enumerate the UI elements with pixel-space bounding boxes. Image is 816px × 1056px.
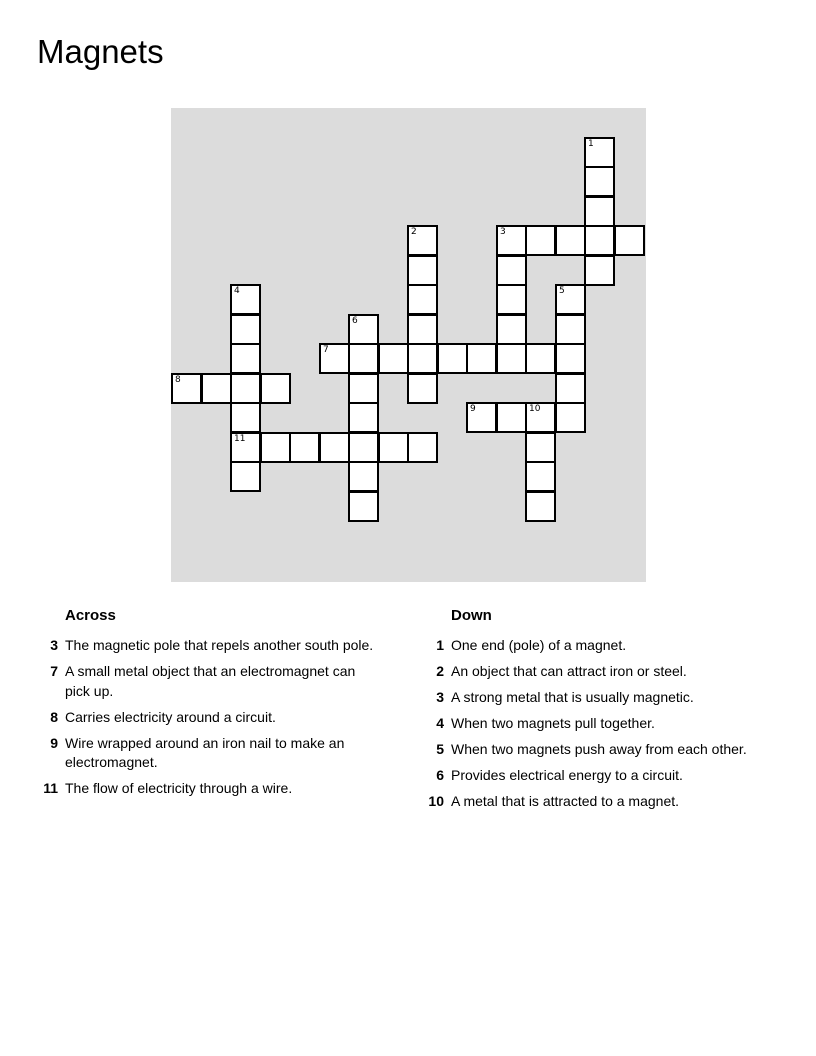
cell-number: 10 (529, 404, 541, 414)
down-heading: Down (451, 607, 492, 624)
grid-cell[interactable] (260, 373, 291, 404)
grid-cell[interactable] (525, 461, 556, 492)
cell-number: 4 (234, 286, 240, 296)
grid-cell[interactable] (407, 314, 438, 345)
clue-down-3 (426, 688, 786, 708)
grid-cell[interactable] (555, 373, 586, 404)
clue-number: 3 (436, 689, 444, 705)
grid-cell[interactable] (496, 284, 527, 315)
clue-number: 9 (50, 734, 58, 751)
crossword-grid (171, 108, 646, 582)
grid-cell[interactable] (348, 314, 379, 345)
cell-number: 1 (588, 139, 594, 149)
clue-text: When two magnets push away from each other. (451, 741, 747, 757)
grid-cell[interactable] (525, 432, 556, 463)
clue-text: A metal that is attracted to a magnet. (451, 793, 680, 809)
grid-cell[interactable] (496, 343, 527, 374)
clue-across-11 (40, 779, 400, 799)
grid-cell[interactable] (407, 225, 438, 256)
grid-cell[interactable] (407, 284, 438, 315)
clue-number: 3 (50, 637, 58, 653)
grid-cell[interactable] (230, 402, 261, 433)
clue-down-6 (426, 766, 786, 786)
grid-cell[interactable] (378, 432, 409, 463)
grid-cell[interactable] (230, 284, 261, 315)
grid-cell[interactable] (525, 343, 556, 374)
clue-number: 11 (43, 780, 58, 796)
grid-cell[interactable] (555, 343, 586, 374)
cell-number: 8 (175, 375, 181, 385)
grid-cell[interactable] (555, 284, 586, 315)
grid-cell[interactable] (466, 343, 497, 374)
clue-number: 8 (50, 708, 58, 725)
clue-text: Carries electricity around a circuit. (65, 708, 276, 725)
clue-down-2 (426, 662, 786, 682)
grid-cell[interactable] (496, 314, 527, 345)
grid-cell[interactable] (230, 432, 261, 463)
clue-across-7 (40, 662, 400, 701)
grid-cell[interactable] (260, 432, 291, 463)
grid-cell[interactable] (348, 373, 379, 404)
grid-cell[interactable] (230, 314, 261, 345)
clue-down-10 (426, 792, 786, 812)
clue-across-8 (40, 708, 400, 728)
clue-text: Wire wrapped around an iron nail to make an electromagnet. (65, 734, 345, 770)
clue-number: 5 (436, 741, 444, 757)
grid-cell[interactable] (201, 373, 232, 404)
clue-across-3 (40, 636, 400, 656)
grid-cell[interactable] (555, 225, 586, 256)
cell-number: 2 (411, 227, 417, 237)
grid-cell[interactable] (525, 402, 556, 433)
grid-cell[interactable] (407, 432, 438, 463)
grid-cell[interactable] (407, 373, 438, 404)
cell-number: 6 (352, 316, 358, 326)
grid-cell[interactable] (378, 343, 409, 374)
grid-cell[interactable] (230, 461, 261, 492)
cell-number: 11 (234, 434, 246, 444)
clue-text: A strong metal that is usually magnetic. (451, 689, 694, 705)
clue-text: The flow of electricity through a wire. (65, 780, 293, 796)
grid-cell[interactable] (348, 491, 379, 522)
grid-cell[interactable] (437, 343, 468, 374)
cell-number: 9 (470, 404, 476, 414)
grid-cell[interactable] (466, 402, 497, 433)
clue-number: 10 (428, 793, 444, 809)
clue-text: Provides electrical energy to a circuit. (451, 767, 683, 783)
clue-number: 7 (50, 663, 58, 679)
grid-cell[interactable] (496, 255, 527, 286)
down-clues (426, 606, 786, 818)
grid-cell[interactable] (230, 373, 261, 404)
page-title: Magnets (37, 33, 164, 70)
across-clues (40, 606, 400, 805)
grid-cell[interactable] (584, 166, 615, 197)
grid-cell[interactable] (319, 343, 350, 374)
grid-cell[interactable] (584, 137, 615, 168)
grid-cell[interactable] (584, 196, 615, 227)
grid-cell[interactable] (230, 343, 261, 374)
grid-cell[interactable] (614, 225, 645, 256)
grid-cell[interactable] (348, 343, 379, 374)
clue-number: 6 (436, 767, 444, 783)
grid-cell[interactable] (496, 225, 527, 256)
grid-cell[interactable] (348, 402, 379, 433)
grid-cell[interactable] (555, 314, 586, 345)
grid-cell[interactable] (496, 402, 527, 433)
clue-across-9 (40, 734, 400, 773)
clue-text: When two magnets pull together. (451, 715, 655, 731)
cell-number: 3 (500, 227, 506, 237)
clue-down-1 (426, 636, 786, 656)
cell-number: 5 (559, 286, 565, 296)
grid-cell[interactable] (584, 255, 615, 286)
clue-down-4 (426, 714, 786, 734)
clue-text: One end (pole) of a magnet. (451, 637, 627, 653)
grid-cell[interactable] (525, 225, 556, 256)
across-heading: Across (65, 607, 116, 624)
clue-down-5 (426, 740, 786, 760)
clue-number: 4 (436, 715, 444, 731)
grid-cell[interactable] (555, 402, 586, 433)
clue-text: A small metal object that an electromagnet can pick up. (65, 663, 356, 699)
clue-number: 1 (436, 637, 444, 653)
clue-number: 2 (436, 663, 444, 679)
grid-cell[interactable] (407, 343, 438, 374)
grid-cell[interactable] (525, 491, 556, 522)
cell-number: 7 (323, 345, 329, 355)
grid-cell[interactable] (584, 225, 615, 256)
grid-cell[interactable] (348, 461, 379, 492)
grid-cell[interactable] (319, 432, 350, 463)
clue-text: An object that can attract iron or steel. (451, 663, 687, 679)
grid-cell[interactable] (407, 255, 438, 286)
grid-cell[interactable] (348, 432, 379, 463)
grid-cell[interactable] (289, 432, 320, 463)
clue-text: The magnetic pole that repels another south pole. (65, 637, 374, 653)
grid-cell[interactable] (171, 373, 202, 404)
